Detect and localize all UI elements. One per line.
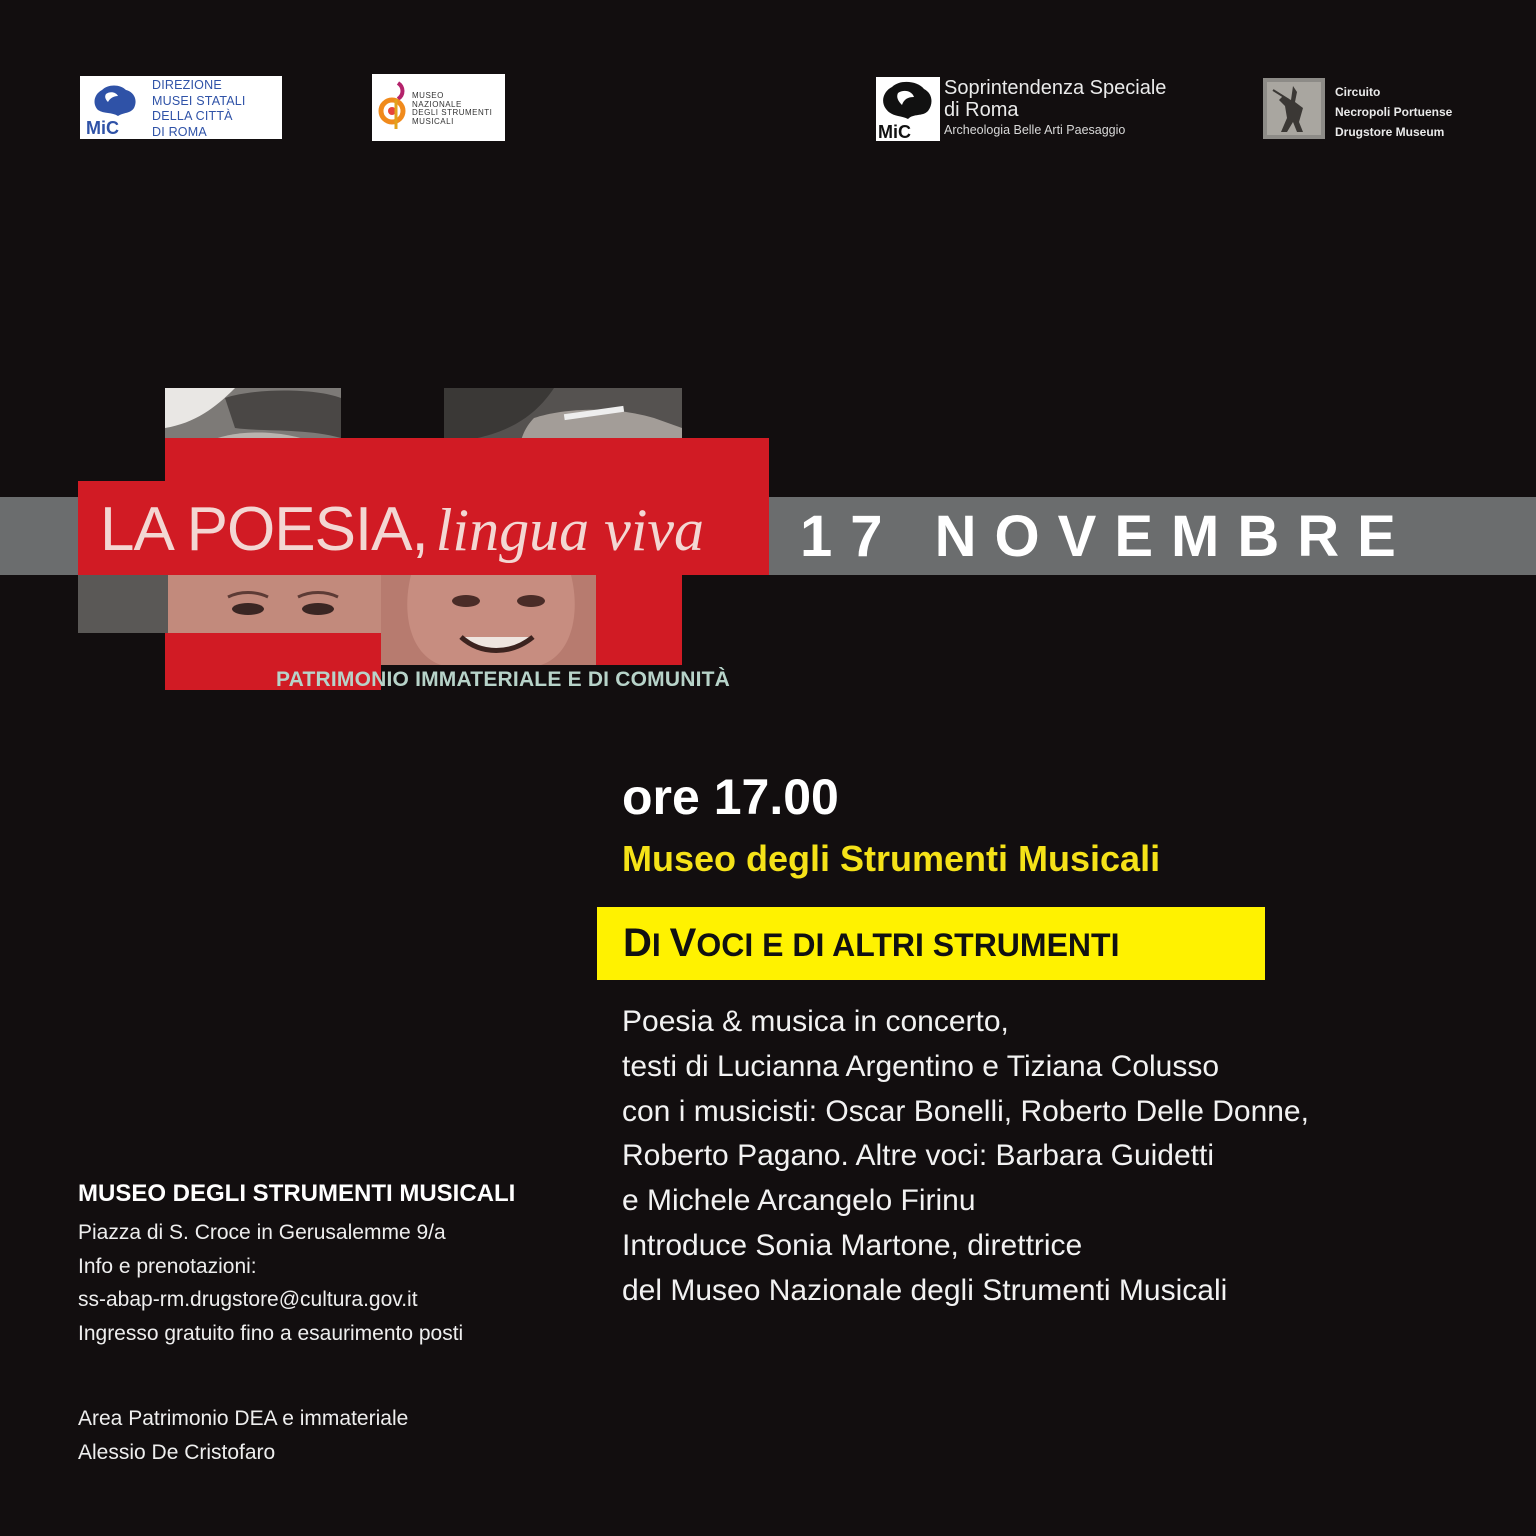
description-line: Roberto Pagano. Altre voci: Barbara Guidetti	[622, 1139, 1215, 1173]
soprintendenza-city: di Roma	[944, 99, 1019, 121]
description-line: del Museo Nazionale degli Strumenti Musicali	[622, 1273, 1228, 1307]
description-line: Poesia & musica in concerto,	[622, 1005, 1009, 1038]
description-line: Introduce Sonia Martone, direttrice	[622, 1228, 1083, 1262]
circuito-line: Circuito	[1335, 85, 1381, 99]
event-series-title	[100, 494, 704, 565]
mic-emblem-icon	[876, 77, 940, 141]
woman-photo-graphic	[78, 575, 381, 633]
event-description	[622, 1000, 1309, 1314]
direzione-text	[152, 78, 246, 140]
series-subtitle: PATRIMONIO IMMATERIALE E DI COMUNITÀ	[276, 668, 731, 691]
description-line: testi di Lucianna Argentino e Tiziana Colusso	[622, 1049, 1220, 1083]
mic-mark: MiC	[86, 118, 119, 136]
event-title-initial: V	[669, 921, 697, 965]
logo-museo-strumenti-musicali	[372, 74, 505, 141]
venue-info	[78, 1216, 463, 1350]
credits	[78, 1402, 408, 1469]
contact-email[interactable]: ss-abap-rm.drugstore@cultura.gov.it	[78, 1288, 418, 1311]
mic-emblem-icon	[84, 82, 146, 136]
museo-line: NAZIONALE	[412, 99, 462, 109]
venue-address: Piazza di S. Croce in Gerusalemme 9/a	[78, 1221, 446, 1244]
logo-direzione-musei-statali	[80, 76, 282, 139]
event-time: ore 17.00	[622, 769, 839, 825]
circuito-text	[1335, 82, 1452, 142]
poet-photo-woman	[78, 575, 381, 633]
museo-line: DEGLI STRUMENTI	[412, 108, 493, 117]
circuito-line: Drugstore Museum	[1335, 125, 1445, 139]
photo-tint-top-left	[165, 438, 341, 483]
circuito-line: Necropoli Portuense	[1335, 105, 1453, 119]
museo-line: MUSICALI	[412, 116, 454, 126]
direzione-line: DI ROMA	[152, 124, 207, 139]
museo-line: MUSEO	[412, 91, 444, 100]
direzione-line: MUSEI STATALI	[152, 93, 246, 108]
description-line: con i musicisti: Oscar Bonelli, Roberto Delle Donne,	[622, 1094, 1309, 1128]
event-title-initial: D	[623, 921, 652, 965]
event-date: 17 NOVEMBRE	[800, 504, 1414, 569]
photo-tint-top-right	[444, 438, 682, 483]
poet-photo-man	[381, 575, 596, 665]
logo-soprintendenza-roma	[876, 77, 1186, 141]
event-title-box	[597, 907, 1265, 980]
entry-note: Ingresso gratuito fino a esaurimento posti	[78, 1321, 464, 1345]
direzione-line: DELLA CITTÀ	[152, 109, 233, 123]
mosaic-gladiator-icon	[1263, 78, 1325, 139]
soprintendenza-subtitle: Archeologia Belle Arti Paesaggio	[944, 123, 1126, 137]
musical-clef-icon	[378, 79, 408, 137]
soprintendenza-title: Soprintendenza Speciale	[944, 77, 1167, 99]
title-caps: LA POESIA,	[100, 495, 428, 564]
description-line: e Michele Arcangelo Firinu	[622, 1184, 976, 1218]
man-photo-graphic	[381, 575, 596, 665]
event-title	[623, 921, 1119, 966]
credits-area: Area Patrimonio DEA e immateriale	[78, 1407, 409, 1430]
mic-mark: MiC	[878, 122, 911, 141]
event-title-part: I	[651, 927, 670, 963]
event-venue: Museo degli Strumenti Musicali	[622, 838, 1161, 879]
logo-circuito-necropoli	[1263, 78, 1483, 140]
credits-person: Alessio De Cristofaro	[78, 1440, 276, 1464]
title-italic: lingua viva	[435, 497, 705, 563]
direzione-line: DIREZIONE	[152, 78, 222, 92]
venue-name: MUSEO DEGLI STRUMENTI MUSICALI	[78, 1180, 516, 1207]
info-label: Info e prenotazioni:	[78, 1254, 257, 1278]
museo-text	[412, 92, 492, 126]
event-title-part: OCI E DI ALTRI STRUMENTI	[696, 927, 1120, 963]
